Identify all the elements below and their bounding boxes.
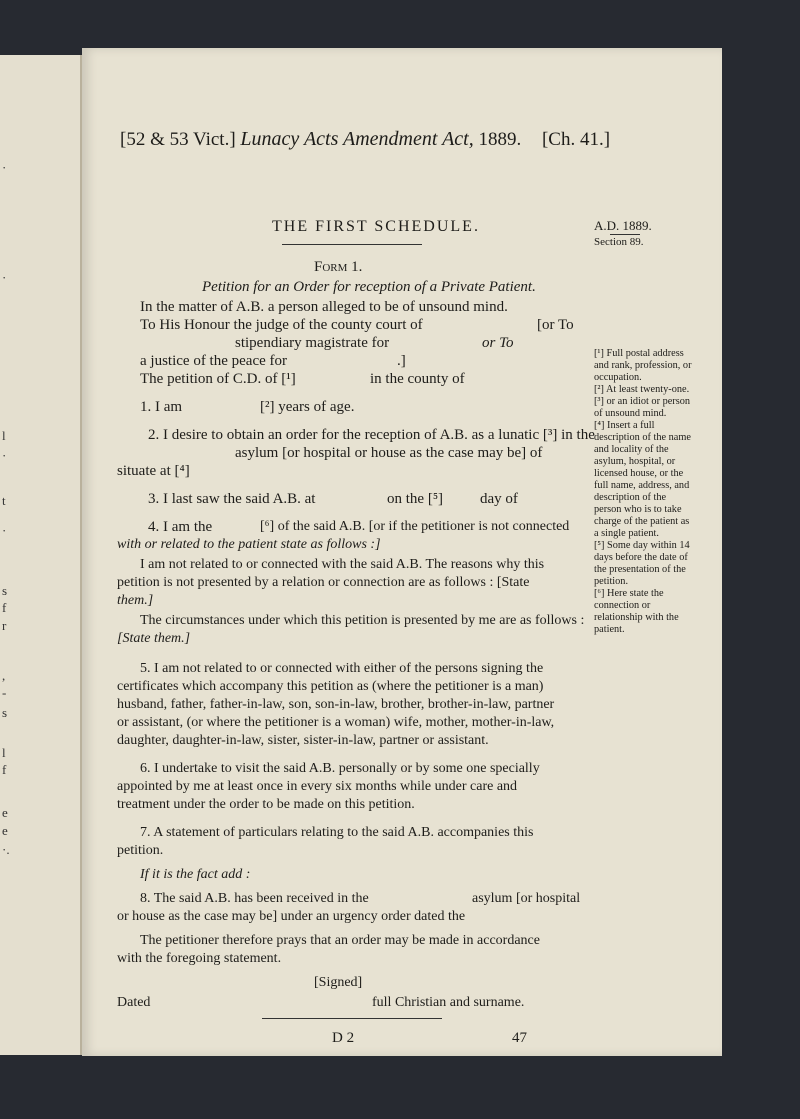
ad-rule: [610, 234, 640, 235]
margin-note: [¹] Full postal address and rank, profession, or occupation.: [594, 348, 692, 383]
text-line: with the foregoing statement.: [117, 951, 282, 966]
text-line: Dated: [117, 995, 151, 1010]
header-right: [Ch. 41.]: [541, 129, 611, 150]
page-number: 47: [512, 1030, 527, 1046]
text-line: appointed by me at least once in every six months while under care and: [117, 779, 518, 794]
left-page-mark: t: [2, 493, 6, 508]
document-page: [82, 48, 722, 1056]
text-line: If it is the fact add :: [140, 867, 251, 882]
left-page-mark: l: [2, 745, 6, 760]
title-rule: [282, 244, 422, 245]
left-page-mark: ·: [2, 270, 7, 285]
text-line: In the matter of A.B. a person alleged to be of unsound mind.: [140, 299, 508, 315]
signature-mark: D 2: [332, 1030, 355, 1046]
text-line: 5. I am not related to or connected with either of the persons signing the: [140, 661, 544, 676]
margin-note: [³] or an idiot or person of unsound mind.: [594, 396, 691, 419]
text-line: petition is not presented by a relation or connection are as follows : [State: [117, 575, 530, 590]
header-title: Lunacy Acts Amendment Act,: [240, 128, 474, 150]
text-line: them.]: [117, 593, 154, 608]
margin-note: [⁵] Some day within 14 days before the date of the presentation of the petition.: [594, 540, 690, 587]
left-page-mark: s: [2, 705, 8, 720]
left-page-mark: ·.: [2, 842, 10, 857]
text-line: The petition of C.D. of [¹]: [140, 371, 296, 387]
left-page-mark: ·: [2, 523, 7, 538]
text-line: 6. I undertake to visit the said A.B. personally or by some one specially: [140, 761, 540, 776]
margin-section: Section 89.: [594, 236, 644, 248]
margin-ad-year: A.D. 1889.: [594, 218, 652, 233]
schedule-title: THE FIRST SCHEDULE.: [272, 218, 480, 235]
left-page-mark: f: [2, 762, 7, 777]
text-line: I am not related to or connected with the said A.B. The reasons why this: [140, 557, 545, 572]
margin-note: [²] At least twenty-one.: [594, 384, 690, 395]
text-line: certificates which accompany this petition as (where the petitioner is a man): [117, 679, 544, 694]
text-line: 4. I am the: [148, 519, 213, 535]
text-line: stipendiary magistrate for: [235, 335, 390, 351]
text-line: [²] years of age.: [260, 399, 355, 415]
left-page-mark: ·: [2, 160, 7, 175]
left-page-mark: ,: [2, 668, 6, 683]
text-line: [Signed]: [314, 975, 363, 990]
text-line: 1. I am: [140, 399, 183, 415]
running-header: [120, 128, 610, 151]
text-line: petition.: [117, 843, 164, 858]
text-line: To His Honour the judge of the county court of: [140, 317, 423, 333]
text-line: in the county of: [370, 371, 465, 387]
header-left: [52 & 53 Vict.]: [120, 129, 236, 150]
left-page-mark: r: [2, 618, 7, 633]
text-line: treatment under the order to be made on this petition.: [117, 797, 415, 812]
text-line: The circumstances under which this petition is presented by me are as follows :: [140, 613, 585, 628]
left-page-mark: ·: [2, 448, 7, 463]
left-page-mark: s: [2, 583, 8, 598]
header-year: 1889.: [478, 129, 522, 150]
text-line: 3. I last saw the said A.B. at: [148, 491, 316, 507]
text-line: asylum [or hospital or house as the case may be] of: [235, 445, 543, 461]
text-line: a justice of the peace for: [140, 353, 288, 369]
left-page-edge: [0, 55, 82, 1055]
text-line: .]: [397, 353, 406, 369]
text-line: [State them.]: [117, 631, 191, 646]
text-line: on the [⁵]: [387, 491, 444, 507]
footer-rule: [262, 1018, 442, 1019]
left-page-mark: f: [2, 600, 7, 615]
left-page-mark: -: [2, 685, 7, 700]
margin-note: [⁶] Here state the connection or relationship with the patient.: [594, 588, 679, 635]
text-line: asylum [or hospital: [472, 891, 581, 906]
margin-note: [⁴] Insert a full description of the name and locality of the asylum, hospital, or licensed house, or the full name, address, and description of the person who is to take charge of the patient as a single patient.: [594, 420, 691, 539]
text-line: husband, father, father-in-law, son, son-in-law, brother, brother-in-law, partner: [117, 697, 555, 712]
form-label: Form 1.: [314, 259, 363, 275]
text-line: or house as the case may be] under an urgency order dated the: [117, 909, 466, 924]
text-line: or To: [482, 335, 514, 351]
text-line: [⁶] of the said A.B. [or if the petitioner is not connected: [260, 519, 570, 534]
text-line: 7. A statement of particulars relating to the said A.B. accompanies this: [140, 825, 534, 840]
text-line: [or To: [537, 317, 574, 333]
text-line: or assistant, (or where the petitioner is a woman) wife, mother, mother-in-law,: [117, 715, 555, 730]
text-line: day of: [480, 491, 518, 507]
margin-notes: [594, 348, 692, 636]
text-line: full Christian and surname.: [372, 995, 525, 1010]
form-subtitle: Petition for an Order for reception of a Private Patient.: [202, 279, 536, 295]
text-line: situate at [⁴]: [117, 463, 190, 479]
text-line: 8. The said A.B. has been received in the: [140, 891, 369, 906]
left-page-mark: e: [2, 805, 8, 820]
left-page-mark: l: [2, 428, 6, 443]
text-line: with or related to the patient state as follows :]: [117, 537, 381, 552]
text-line: The petitioner therefore prays that an order may be made in accordance: [140, 933, 540, 948]
text-line: daughter, daughter-in-law, sister, sister-in-law, partner or assistant.: [117, 733, 489, 748]
left-page-mark: e: [2, 823, 8, 838]
text-line: 2. I desire to obtain an order for the reception of A.B. as a lunatic [³] in the: [148, 427, 595, 443]
